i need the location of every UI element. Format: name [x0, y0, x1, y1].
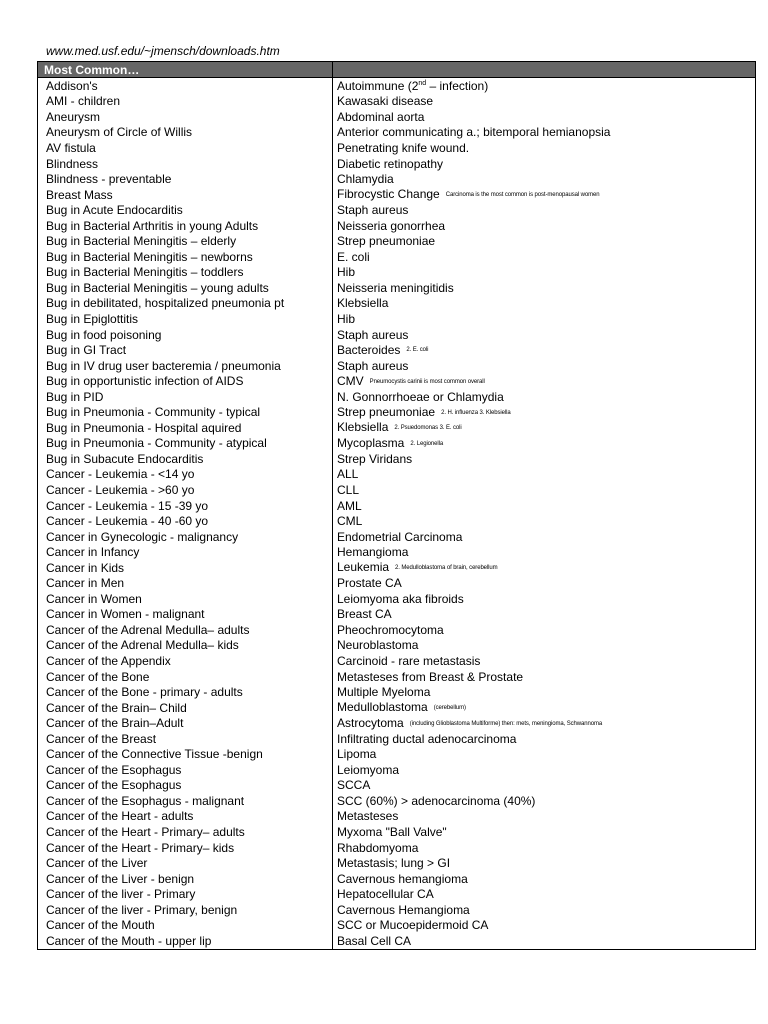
- row-answer: Autoimmune (2: [337, 78, 419, 93]
- row-answer: AML: [337, 498, 362, 513]
- table-row: [38, 78, 756, 94]
- table-row: [38, 513, 756, 529]
- row-answer-cell: [333, 576, 756, 592]
- row-answer-cell: [333, 311, 756, 327]
- row-answer-cell: [333, 607, 756, 623]
- table-row: [38, 467, 756, 483]
- row-note: 2. Legionella: [410, 440, 444, 447]
- table-row: [38, 902, 756, 918]
- row-answer-cell: [333, 544, 756, 560]
- row-answer-cell: [333, 451, 756, 467]
- row-answer-cell: [333, 902, 756, 918]
- table-row: [38, 233, 756, 249]
- row-topic: Cancer - Leukemia - 15 -39 yo: [38, 498, 333, 514]
- table-header: Most Common…: [38, 62, 333, 78]
- row-answer: Medulloblastoma: [337, 700, 428, 715]
- row-answer: Leiomyoma aka fibroids: [337, 591, 464, 606]
- row-answer: Cavernous Hemangioma: [337, 902, 470, 917]
- row-answer-cell: [333, 109, 756, 125]
- row-topic: Cancer of the Esophagus: [38, 762, 333, 778]
- row-note: Carcinoma is the most common is post-menopausal women: [445, 192, 600, 199]
- row-answer-cell: [333, 156, 756, 172]
- table-row: [38, 420, 756, 436]
- row-answer-cell: [333, 529, 756, 545]
- row-topic: Cancer of the Appendix: [38, 653, 333, 669]
- table-row: [38, 249, 756, 265]
- row-note: (including Glioblastoma Multiforme) then: mets, meningioma, Schwannoma: [409, 720, 603, 727]
- table-row: [38, 669, 756, 685]
- table-row: [38, 560, 756, 576]
- row-answer: Abdominal aorta: [337, 109, 425, 124]
- row-topic: Cancer of the Heart - Primary– kids: [38, 840, 333, 856]
- table-row: [38, 747, 756, 763]
- table-row: [38, 700, 756, 716]
- table-row: [38, 544, 756, 560]
- row-topic: AMI - children: [38, 94, 333, 110]
- table-row: [38, 855, 756, 871]
- table-row: [38, 653, 756, 669]
- row-answer-cell: [333, 762, 756, 778]
- table-row: [38, 327, 756, 343]
- row-answer-cell: [333, 94, 756, 110]
- row-topic: Blindness - preventable: [38, 171, 333, 187]
- row-answer-cell: [333, 327, 756, 343]
- table-row: [38, 280, 756, 296]
- table-row: [38, 358, 756, 374]
- row-answer: E. coli: [337, 249, 370, 264]
- row-answer-cell: [333, 591, 756, 607]
- row-answer-cell: [333, 747, 756, 763]
- row-topic: Cancer of the liver - Primary: [38, 886, 333, 902]
- row-topic: Cancer of the Brain– Child: [38, 700, 333, 716]
- row-answer: CMV: [337, 373, 364, 388]
- table-row: [38, 529, 756, 545]
- table-row: [38, 824, 756, 840]
- row-answer: Infiltrating ductal adenocarcinoma: [337, 731, 517, 746]
- row-topic: Cancer in Kids: [38, 560, 333, 576]
- row-answer: SCC (60%) > adenocarcinoma (40%): [337, 793, 536, 808]
- row-topic: Cancer of the Adrenal Medulla– adults: [38, 622, 333, 638]
- row-topic: Addison's: [38, 78, 333, 94]
- row-answer: Lipoma: [337, 747, 377, 762]
- row-answer: N. Gonnorrhoeae or Chlamydia: [337, 389, 504, 404]
- row-answer-cell: [333, 700, 756, 716]
- table-row: [38, 871, 756, 887]
- row-topic: Cancer in Women - malignant: [38, 607, 333, 623]
- table-row: [38, 218, 756, 234]
- row-answer: Prostate CA: [337, 576, 402, 591]
- table-row: [38, 715, 756, 731]
- row-topic: Cancer of the Adrenal Medulla– kids: [38, 638, 333, 654]
- row-answer-cell: [333, 265, 756, 281]
- row-answer-cell: [333, 280, 756, 296]
- row-topic: Cancer of the Heart - adults: [38, 809, 333, 825]
- row-topic: Cancer of the Liver - benign: [38, 871, 333, 887]
- row-topic: Cancer in Women: [38, 591, 333, 607]
- table-row: [38, 171, 756, 187]
- row-topic: Bug in Bacterial Meningitis – newborns: [38, 249, 333, 265]
- row-answer-cell: [333, 809, 756, 825]
- table-row: [38, 731, 756, 747]
- row-topic: Cancer of the Bone: [38, 669, 333, 685]
- row-answer-cell: [333, 638, 756, 654]
- row-topic: AV fistula: [38, 140, 333, 156]
- table-row: [38, 762, 756, 778]
- row-answer-cell: [333, 420, 756, 436]
- row-answer: Multiple Myeloma: [337, 685, 431, 700]
- row-topic: Bug in Pneumonia - Community - atypical: [38, 436, 333, 452]
- row-answer-cell: [333, 249, 756, 265]
- table-header-row: [38, 62, 756, 78]
- row-answer-cell: [333, 171, 756, 187]
- table-row: [38, 187, 756, 203]
- row-answer-cell: [333, 436, 756, 452]
- table-row: [38, 684, 756, 700]
- row-answer: Neuroblastoma: [337, 638, 419, 653]
- source-url: www.med.usf.edu/~jmensch/downloads.htm: [46, 44, 280, 58]
- row-answer-cell: [333, 202, 756, 218]
- row-topic: Bug in Bacterial Meningitis – elderly: [38, 233, 333, 249]
- row-topic: Cancer of the Liver: [38, 855, 333, 871]
- row-answer: Leiomyoma: [337, 762, 400, 777]
- table-row: [38, 404, 756, 420]
- table-row: [38, 809, 756, 825]
- table-row: [38, 94, 756, 110]
- row-answer: Staph aureus: [337, 358, 409, 373]
- row-answer-cell: [333, 482, 756, 498]
- row-answer: Kawasaki disease: [337, 94, 434, 109]
- table-row: [38, 389, 756, 405]
- row-topic: Bug in Acute Endocarditis: [38, 202, 333, 218]
- row-answer-cell: [333, 389, 756, 405]
- row-answer: Strep Viridans: [337, 451, 413, 466]
- row-answer-cell: [333, 824, 756, 840]
- table-row: [38, 591, 756, 607]
- row-topic: Bug in Epiglottitis: [38, 311, 333, 327]
- row-topic: Bug in IV drug user bacteremia / pneumonia: [38, 358, 333, 374]
- table-row: [38, 156, 756, 172]
- row-topic: Blindness: [38, 156, 333, 172]
- row-topic: Cancer of the Connective Tissue -benign: [38, 747, 333, 763]
- row-topic: Cancer in Infancy: [38, 544, 333, 560]
- row-answer-cell: [333, 78, 756, 94]
- row-answer-cell: [333, 467, 756, 483]
- row-answer: Leukemia: [337, 560, 390, 575]
- row-topic: Aneurysm: [38, 109, 333, 125]
- row-note: 2. Psuedomonas 3. E. coli: [394, 425, 462, 432]
- row-answer-continued: – infection): [426, 78, 489, 93]
- row-answer: Mycoplasma: [337, 435, 405, 450]
- row-answer: Anterior communicating a.; bitemporal hemianopsia: [337, 125, 611, 140]
- row-answer: SCCA: [337, 778, 371, 793]
- table-row: [38, 202, 756, 218]
- table-row: [38, 109, 756, 125]
- row-topic: Bug in food poisoning: [38, 327, 333, 343]
- table-row: [38, 311, 756, 327]
- most-common-table: [37, 61, 756, 950]
- row-topic: Breast Mass: [38, 187, 333, 203]
- row-topic: Bug in Bacterial Meningitis – toddlers: [38, 265, 333, 281]
- row-answer-cell: [333, 715, 756, 731]
- row-answer-cell: [333, 404, 756, 420]
- row-answer: Myxoma "Ball Valve": [337, 825, 447, 840]
- row-answer-cell: [333, 373, 756, 389]
- row-answer: Carcinoid - rare metastasis: [337, 654, 481, 668]
- row-topic: Cancer of the Mouth: [38, 918, 333, 934]
- row-topic: Cancer - Leukemia - <14 yo: [38, 467, 333, 483]
- row-note: Pneumocystis carinii is most common overall: [369, 378, 485, 385]
- row-topic: Cancer in Men: [38, 576, 333, 592]
- row-answer: CLL: [337, 482, 360, 497]
- row-answer: Klebsiella: [337, 296, 389, 311]
- row-topic: Cancer of the Heart - Primary– adults: [38, 824, 333, 840]
- row-note: 2. H. influenza 3. Klebsiella: [441, 409, 511, 416]
- table-header-empty: [333, 62, 756, 78]
- row-answer-cell: [333, 871, 756, 887]
- table-row: [38, 793, 756, 809]
- row-answer: Rhabdomyoma: [337, 840, 419, 855]
- row-answer: Strep pneumoniae: [337, 234, 436, 249]
- row-answer-cell: [333, 125, 756, 141]
- row-answer-superscript: nd: [418, 79, 427, 87]
- table-row: [38, 482, 756, 498]
- row-topic: Bug in Bacterial Arthritis in young Adults: [38, 218, 333, 234]
- row-topic: Cancer in Gynecologic - malignancy: [38, 529, 333, 545]
- row-answer-cell: [333, 793, 756, 809]
- table-row: [38, 638, 756, 654]
- row-answer-cell: [333, 778, 756, 794]
- row-answer: Staph aureus: [337, 327, 409, 342]
- table-row: [38, 933, 756, 949]
- table-row: [38, 886, 756, 902]
- row-topic: Bug in GI Tract: [38, 342, 333, 358]
- row-answer: Penetrating knife wound.: [337, 140, 470, 155]
- row-topic: Aneurysm of Circle of Willis: [38, 125, 333, 141]
- table-row: [38, 451, 756, 467]
- row-answer: Astrocytoma: [337, 715, 404, 730]
- row-answer: Hemangioma: [337, 545, 409, 560]
- table-body: [38, 78, 756, 950]
- row-answer: CML: [337, 514, 363, 529]
- row-answer: Endometrial Carcinoma: [337, 529, 463, 544]
- row-note: 2. Medulloblastoma of brain, cerebellum: [395, 565, 498, 572]
- row-topic: Bug in PID: [38, 389, 333, 405]
- row-answer: ALL: [337, 467, 359, 482]
- row-answer: Klebsiella: [337, 420, 389, 435]
- table-row: [38, 265, 756, 281]
- row-answer: Strep pneumoniae: [337, 404, 436, 419]
- row-answer-cell: [333, 622, 756, 638]
- row-answer: Hib: [337, 265, 356, 280]
- row-answer: Staph aureus: [337, 203, 409, 218]
- row-answer-cell: [333, 498, 756, 514]
- row-answer-cell: [333, 855, 756, 871]
- row-topic: Cancer of the liver - Primary, benign: [38, 902, 333, 918]
- row-answer: Fibrocystic Change: [337, 187, 440, 202]
- row-topic: Bug in Pneumonia - Hospital aquired: [38, 420, 333, 436]
- row-topic: Cancer - Leukemia - 40 -60 yo: [38, 513, 333, 529]
- table-row: [38, 840, 756, 856]
- row-answer-cell: [333, 918, 756, 934]
- row-answer-cell: [333, 140, 756, 156]
- table-row: [38, 622, 756, 638]
- row-topic: Cancer - Leukemia - >60 yo: [38, 482, 333, 498]
- row-answer-cell: [333, 513, 756, 529]
- row-note: (cerebellum): [433, 705, 466, 712]
- row-note: 2. E. coli: [406, 347, 429, 354]
- row-answer-cell: [333, 218, 756, 234]
- table-row: [38, 140, 756, 156]
- row-answer: Metastasis; lung > GI: [337, 856, 451, 871]
- table-row: [38, 918, 756, 934]
- row-topic: Cancer of the Esophagus: [38, 778, 333, 794]
- row-answer-cell: [333, 233, 756, 249]
- row-answer-cell: [333, 560, 756, 576]
- table-row: [38, 296, 756, 312]
- row-answer-cell: [333, 358, 756, 374]
- table-row: [38, 125, 756, 141]
- row-answer: Hepatocellular CA: [337, 887, 434, 902]
- row-topic: Cancer of the Breast: [38, 731, 333, 747]
- table-row: [38, 498, 756, 514]
- row-answer: Neisseria meningitidis: [337, 280, 454, 295]
- row-answer-cell: [333, 296, 756, 312]
- row-answer: Pheochromocytoma: [337, 622, 444, 637]
- table-row: [38, 342, 756, 358]
- row-answer-cell: [333, 342, 756, 358]
- row-answer-cell: [333, 653, 756, 669]
- row-topic: Bug in Bacterial Meningitis – young adults: [38, 280, 333, 296]
- table-row: [38, 778, 756, 794]
- row-answer-cell: [333, 684, 756, 700]
- row-answer: Hib: [337, 311, 356, 326]
- row-answer: Chlamydia: [337, 172, 394, 187]
- row-topic: Cancer of the Esophagus - malignant: [38, 793, 333, 809]
- table-row: [38, 373, 756, 389]
- row-topic: Bug in Pneumonia - Community - typical: [38, 404, 333, 420]
- row-answer: Diabetic retinopathy: [337, 156, 444, 171]
- row-answer: Neisseria gonorrhea: [337, 218, 446, 233]
- row-answer: Breast CA: [337, 607, 392, 622]
- table-row: [38, 607, 756, 623]
- row-answer-cell: [333, 731, 756, 747]
- row-topic: Bug in debilitated, hospitalized pneumonia pt: [38, 296, 333, 312]
- table-row: [38, 436, 756, 452]
- row-answer: Cavernous hemangioma: [337, 871, 468, 886]
- row-answer-cell: [333, 886, 756, 902]
- row-answer-cell: [333, 187, 756, 203]
- row-answer-cell: [333, 669, 756, 685]
- row-topic: Cancer of the Brain–Adult: [38, 715, 333, 731]
- row-answer: Basal Cell CA: [337, 933, 412, 948]
- row-topic: Cancer of the Mouth - upper lip: [38, 933, 333, 949]
- row-answer-cell: [333, 933, 756, 949]
- row-answer: Metasteses from Breast & Prostate: [337, 669, 524, 684]
- row-topic: Bug in Subacute Endocarditis: [38, 451, 333, 467]
- row-topic: Cancer of the Bone - primary - adults: [38, 684, 333, 700]
- row-answer: SCC or Mucoepidermoid CA: [337, 918, 489, 933]
- row-answer-cell: [333, 840, 756, 856]
- row-answer: Bacteroides: [337, 342, 401, 357]
- row-topic: Bug in opportunistic infection of AIDS: [38, 373, 333, 389]
- row-answer: Metasteses: [337, 809, 399, 824]
- table-row: [38, 576, 756, 592]
